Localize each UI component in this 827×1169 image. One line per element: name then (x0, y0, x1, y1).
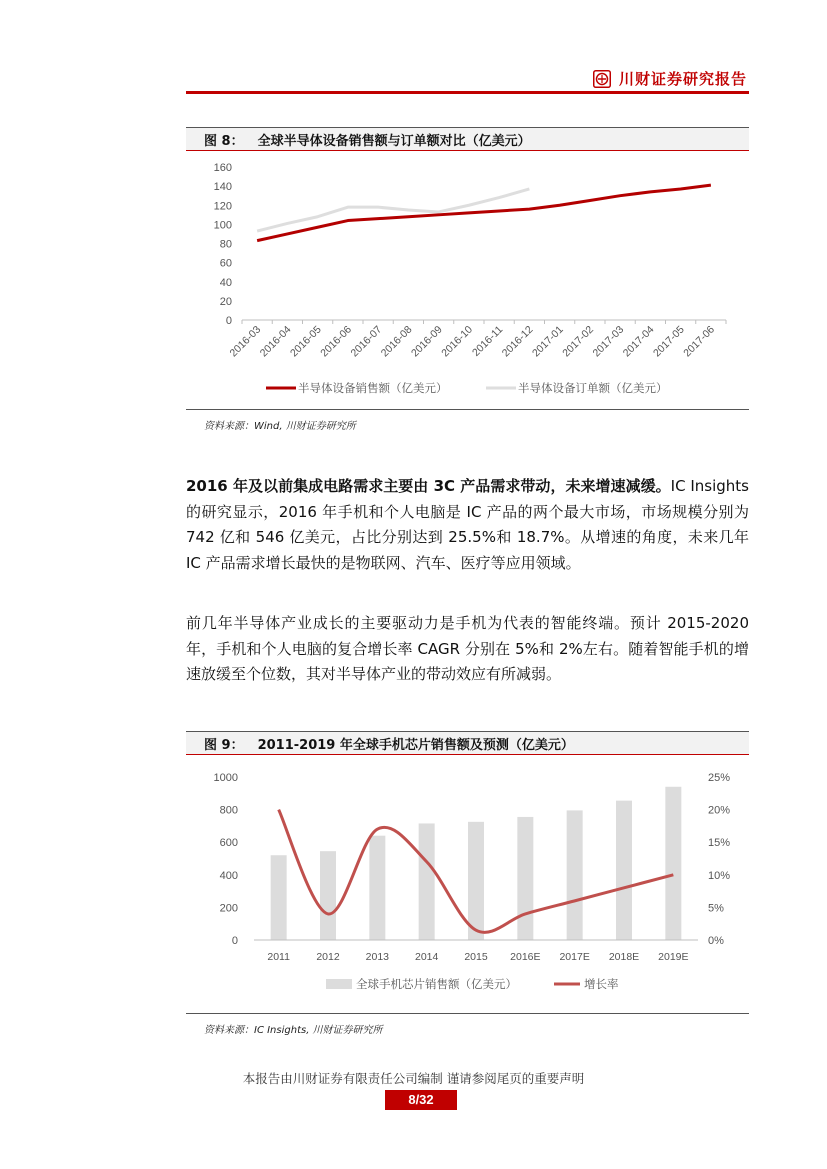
x-tick-label: 2016-08 (378, 323, 415, 360)
y-right-tick-label: 0% (708, 935, 724, 947)
legend-label-sales: 半导体设备销售额（亿美元） (298, 383, 448, 395)
report-header (593, 68, 747, 89)
figure-9-chart (186, 755, 749, 1011)
y-left-tick-label: 200 (219, 902, 238, 915)
x-tick-label: 2017-05 (651, 323, 687, 360)
y-tick-label: 140 (213, 181, 232, 194)
x-tick-label: 2015 (464, 951, 488, 963)
y-left-tick-label: 400 (219, 869, 238, 882)
x-tick-label: 2017-02 (560, 323, 596, 360)
bar (665, 787, 681, 940)
x-tick-label: 2016-06 (318, 323, 354, 360)
x-tick-label: 2018E (608, 951, 640, 963)
y-tick-label: 120 (213, 200, 232, 213)
bar (419, 823, 435, 940)
x-tick-label: 2011 (267, 951, 290, 963)
figure-8 (186, 127, 749, 432)
figure-8-chart (186, 151, 749, 411)
x-tick-label: 2016-03 (227, 323, 264, 360)
page-number: 8/32 (385, 1090, 457, 1110)
figure-8-source: 资料来源：Wind, 川财证券研究所 (204, 421, 356, 432)
bar (517, 817, 533, 940)
series-line-orders (257, 189, 529, 231)
figure-9 (186, 731, 749, 1041)
figure-9-title: 2011-2019 年全球手机芯片销售额及预测（亿美元） (257, 737, 574, 753)
figure-8-title: 全球半导体设备销售额与订单额对比（亿美元） (257, 133, 531, 149)
figure-9-bottom-rule (186, 1013, 749, 1014)
bar (369, 836, 385, 940)
bar (567, 810, 583, 940)
y-tick-label: 0 (225, 315, 232, 327)
brand-name: 川财证券研究报告 (618, 70, 747, 88)
paragraph-1 (186, 474, 749, 576)
bar (616, 801, 632, 940)
bar (271, 855, 287, 940)
x-tick-label: 2016-10 (439, 323, 475, 360)
legend-swatch-sales (326, 979, 352, 989)
y-right-tick-label: 15% (708, 837, 731, 850)
x-tick-label: 2016-11 (470, 323, 506, 359)
x-tick-label: 2016-12 (499, 323, 536, 360)
y-tick-label: 160 (213, 162, 232, 174)
y-right-tick-label: 5% (708, 902, 724, 915)
y-tick-label: 40 (219, 276, 232, 289)
x-tick-label: 2016-05 (288, 323, 324, 360)
y-left-tick-label: 600 (219, 837, 238, 850)
x-tick-label: 2019E (658, 951, 689, 963)
brand-logo-icon (593, 70, 611, 88)
x-tick-label: 2017-01 (530, 323, 566, 360)
x-tick-label: 2016-04 (257, 323, 294, 360)
x-tick-label: 2017-04 (620, 323, 657, 360)
x-tick-label: 2017E (559, 951, 590, 963)
y-left-tick-label: 1000 (213, 772, 238, 784)
legend-label-orders: 半导体设备订单额（亿美元） (518, 383, 668, 395)
x-tick-label: 2017-06 (681, 323, 717, 360)
figure-8-bottom-rule (186, 409, 749, 410)
figure-8-label: 图 8： (204, 133, 244, 149)
paragraph-1-body: IC Insights 的研究显示，2016 年手机和个人电脑是 IC 产品的两个最大市场，市场规模分别为 742 亿和 546 亿美元，占比分别达到 25.5%和 18.7%。从增速的角度，未来几年 IC 产品需求增长最快的是物联网、汽车、医疗等应用领域。 (186, 477, 749, 572)
legend-label-growth: 增长率 (584, 979, 619, 991)
x-tick-label: 2012 (316, 951, 340, 963)
figure-9-title-bar (186, 731, 749, 755)
y-right-tick-label: 10% (708, 869, 731, 882)
y-tick-label: 20 (219, 295, 232, 308)
x-tick-label: 2013 (365, 951, 390, 963)
figure-9-source: 资料来源：IC Insights, 川财证券研究所 (204, 1025, 383, 1036)
x-tick-label: 2016-09 (409, 323, 445, 360)
x-tick-label: 2014 (414, 951, 439, 963)
y-right-tick-label: 25% (708, 772, 731, 784)
paragraph-2: 前几年半导体产业成长的主要驱动力是手机为代表的智能终端。预计 2015-2020 年，手机和个人电脑的复合增长率 CAGR 分别在 5%和 2%左右。随着智能手机的增速放缓至个位数，其对半导体产业的带动效应有所减弱。 (186, 614, 749, 683)
y-left-tick-label: 0 (231, 935, 238, 947)
bar (320, 851, 336, 940)
paragraph-1-lead: 2016 年及以前集成电路需求主要由 3C 产品需求带动，未来增速减缓。 (186, 477, 671, 495)
y-tick-label: 80 (219, 238, 232, 251)
bar (468, 822, 484, 940)
figure-8-title-bar (186, 127, 749, 151)
legend-label-sales: 全球手机芯片销售额（亿美元） (356, 979, 517, 991)
y-tick-label: 60 (219, 257, 232, 270)
header-rule (186, 91, 749, 94)
x-tick-label: 2017-03 (590, 323, 627, 360)
y-left-tick-label: 800 (219, 804, 238, 817)
footer-disclaimer: 本报告由川财证券有限责任公司编制 谨请参阅尾页的重要声明 (242, 1071, 585, 1086)
figure-9-label: 图 9： (204, 737, 244, 753)
x-tick-label: 2016E (510, 951, 541, 963)
x-tick-label: 2016-07 (348, 323, 385, 360)
y-right-tick-label: 20% (708, 804, 731, 817)
y-tick-label: 100 (213, 219, 232, 232)
